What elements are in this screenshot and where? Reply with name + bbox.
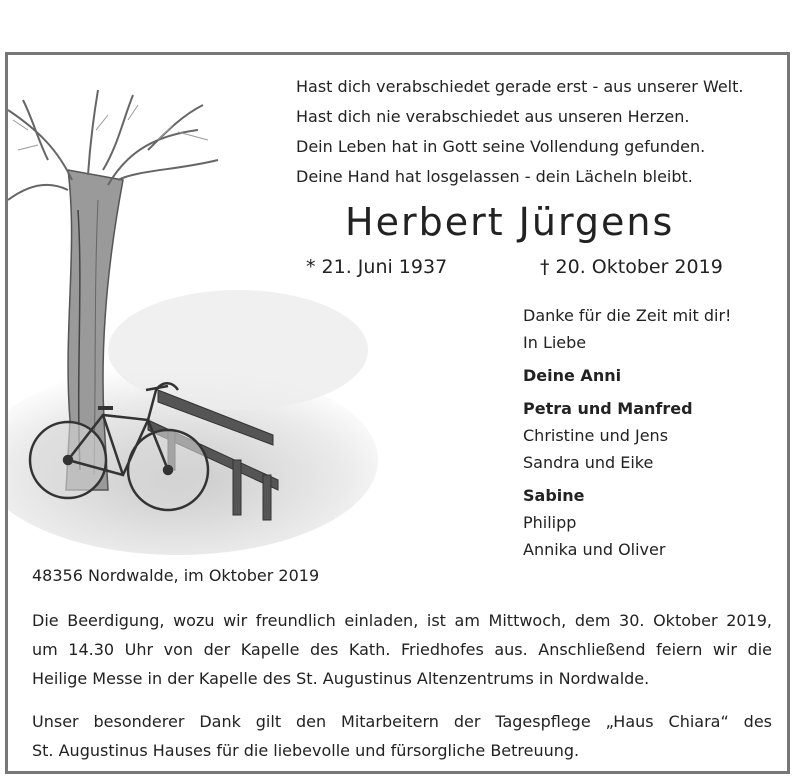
gratitude-line: St. Augustinus Hauses für die liebevolle und fürsorgliche Betreuung. [32,741,580,760]
family-member: Annika und Oliver [523,540,666,559]
funeral-line: Die Beerdigung, wozu wir freundlich einladen, ist am Mittwoch, dem 30. Oktober 2019, [32,611,772,630]
death-date: † 20. Oktober 2019 [540,256,723,278]
family-member: Philipp [523,513,577,532]
funeral-line: Heilige Messe in der Kapelle des St. Augustinus Altenzentrums in Nordwalde. [32,669,650,688]
thanks-line: Danke für die Zeit mit dir! [523,306,732,325]
gratitude-note [32,707,772,765]
funeral-info [32,606,772,693]
family-member: Christine und Jens [523,426,669,445]
gratitude-line: Unser besonderer Dank gilt den Mitarbeitern der Tagespflege „Haus Chiara“ des [32,712,772,731]
love-line: In Liebe [523,333,587,352]
poem-line: Hast dich nie verabschiedet aus unseren Herzen. [296,107,690,126]
poem [296,72,743,192]
birth-date: * 21. Juni 1937 [306,256,448,278]
family-group-head: Petra und Manfred [523,399,693,418]
poem-line: Deine Hand hat losgelassen - dein Lächeln bleibt. [296,167,693,186]
funeral-line: um 14.30 Uhr von der Kapelle des Kath. Friedhofes aus. Anschließend feiern wir die [32,640,772,659]
family-signature [523,302,731,563]
poem-line: Hast dich verabschiedet gerade erst - aus unserer Welt. [296,77,744,96]
place-date: 48356 Nordwalde, im Oktober 2019 [32,566,320,585]
family-member: Sandra und Eike [523,453,654,472]
family-group-head: Sabine [523,486,585,505]
poem-line: Dein Leben hat in Gott seine Vollendung gefunden. [296,137,706,156]
family-group-head: Deine Anni [523,366,622,385]
deceased-name: Herbert Jürgens [345,200,675,244]
